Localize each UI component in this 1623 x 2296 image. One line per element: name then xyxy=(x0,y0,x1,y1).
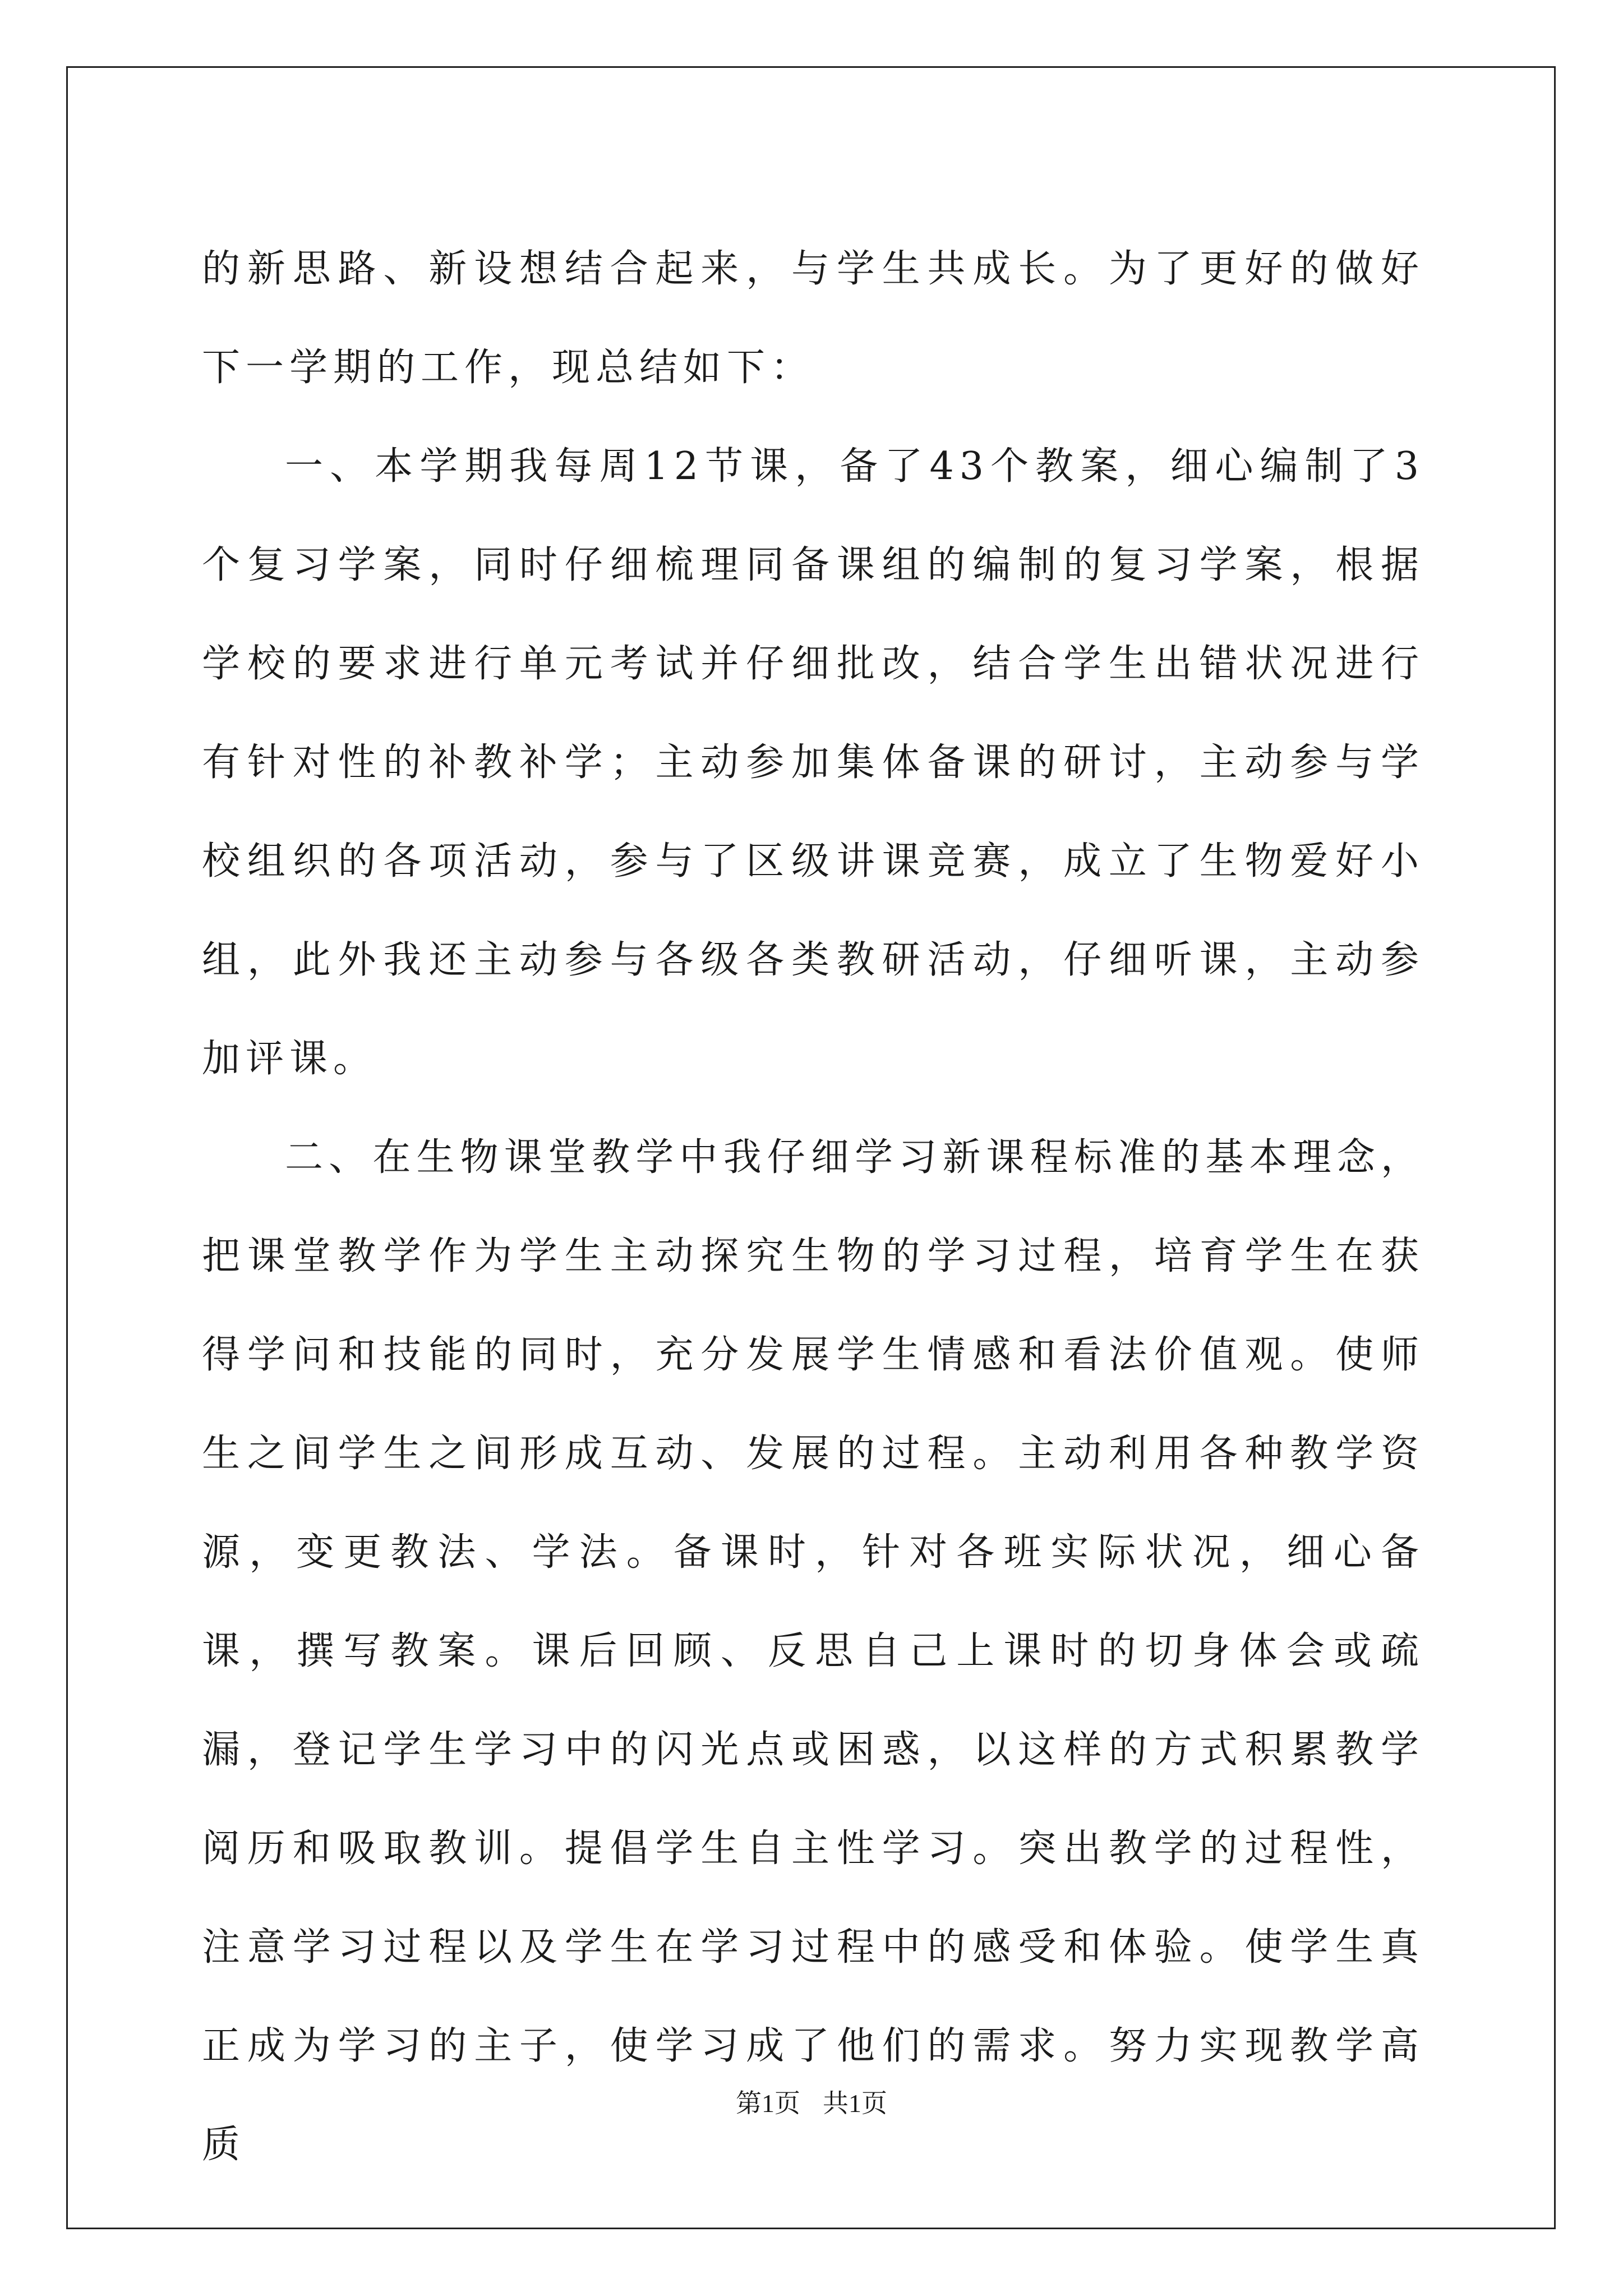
page-total: 共1页 xyxy=(823,2089,887,2118)
page-number: 第1页 xyxy=(736,2089,800,2118)
document-body xyxy=(202,220,1424,2194)
paragraph-section-two: 二、在生物课堂教学中我仔细学习新课程标准的基本理念，把课堂教学作为学生主动探究生物的学习过程，培育学生在获得学问和技能的同时，充分发展学生情感和看法价值观。使师生之间学生之间形成互动、发展的过程。主动利用各种教学资源，变更教法、学法。备课时，针对各班实际状况，细心备课，撰写教案。课后回顾、反思自己上课时的切身体会或疏漏，登记学生学习中的闪光点或困惑，以这样的方式积累教学阅历和吸取教训。提倡学生自主性学习。突出教学的过程性，注意学习过程以及学生在学习过程中的感受和体验。使学生真正成为学习的主子，使学习成了他们的需求。努力实现教学高质 xyxy=(202,1135,1424,2167)
paragraph-section-one: 一、本学期我每周12节课，备了43个教案，细心编制了3个复习学案，同时仔细梳理同备课组的编制的复习学案，根据学校的要求进行单元考试并仔细批改，结合学生出错状况进行有针对性的补教补学；主动参加集体备课的研讨，主动参与学校组织的各项活动，参与了区级讲课竞赛，成立了生物爱好小组，此外我还主动参与各级各类教研活动，仔细听课，主动参加评课。 xyxy=(202,444,1424,1081)
paragraph-continuation: 的新思路、新设想结合起来，与学生共成长。为了更好的做好下一学期的工作，现总结如下： xyxy=(202,247,1424,390)
page-footer xyxy=(0,2087,1623,2120)
